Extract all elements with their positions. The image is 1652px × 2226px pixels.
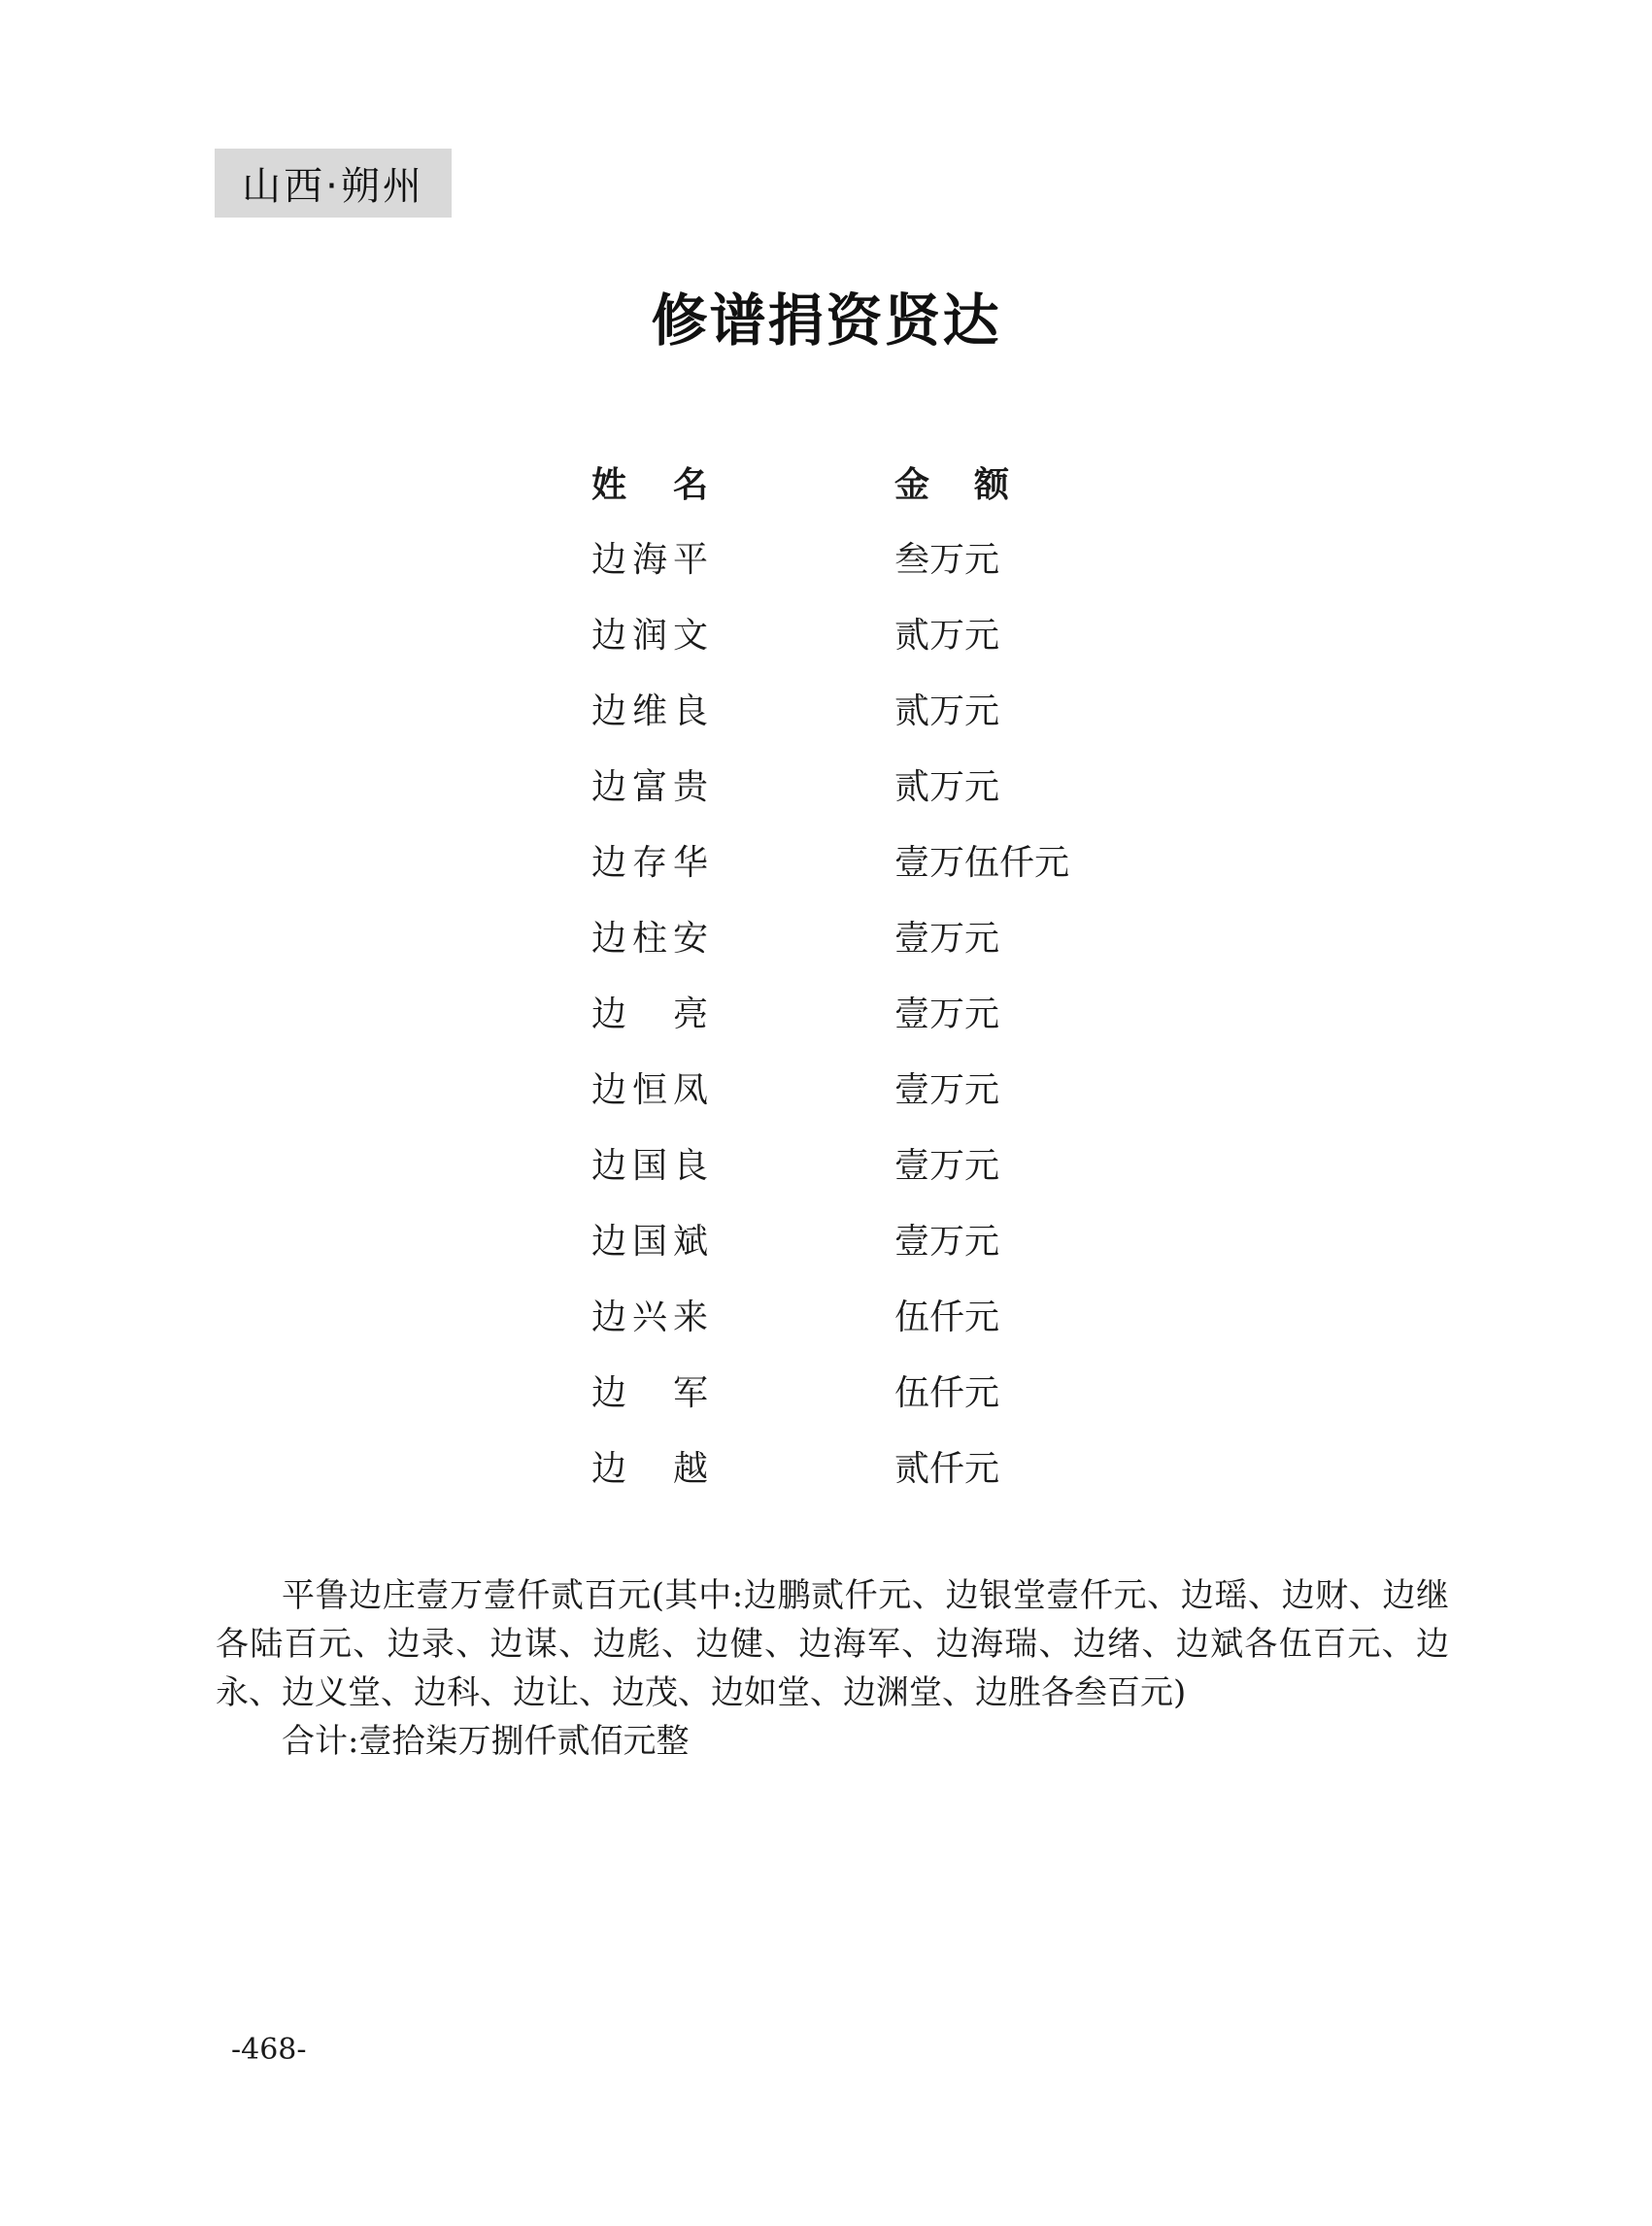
donor-name: 边国斌 bbox=[591, 1222, 708, 1262]
donation-amount: 贰万元 bbox=[894, 767, 1000, 807]
donor-name: 边柱安 bbox=[591, 919, 708, 959]
donor-name: 边维良 bbox=[591, 691, 708, 731]
donor-name: 边 越 bbox=[591, 1449, 708, 1489]
donation-amount: 伍仟元 bbox=[894, 1298, 1000, 1337]
donation-amount: 壹万元 bbox=[894, 1222, 1000, 1262]
donation-amount: 壹万元 bbox=[894, 995, 1000, 1034]
column-header-name: 姓 名 bbox=[591, 464, 708, 505]
donation-amount: 贰万元 bbox=[894, 616, 1000, 656]
donor-name: 边海平 bbox=[591, 540, 708, 580]
region-header-tag: 山西·朔州 bbox=[215, 149, 452, 218]
donation-amount: 贰仟元 bbox=[894, 1449, 1000, 1489]
donation-amount: 壹万元 bbox=[894, 1146, 1000, 1186]
total-note: 合计:壹拾柒万捌仟贰佰元整 bbox=[282, 1722, 690, 1761]
donation-amount: 贰万元 bbox=[894, 691, 1000, 731]
donor-name: 边润文 bbox=[591, 616, 708, 656]
village-donation-note: 平鲁边庄壹万壹仟贰百元(其中:边鹏贰仟元、边银堂壹仟元、边瑶、边财、边继各陆百元、边录、边谋、边彪、边健、边海军、边海瑞、边绪、边斌各伍百元、边永、边义堂、边科、边让、边茂、边如堂、边渊堂、边胜各叁百元) bbox=[216, 1576, 1449, 1712]
donation-amount: 壹万元 bbox=[894, 919, 1000, 959]
donor-name: 边 亮 bbox=[591, 995, 708, 1034]
notes-section bbox=[216, 1571, 1449, 1766]
donor-name: 边恒凤 bbox=[591, 1070, 708, 1110]
page-number: -468- bbox=[231, 2033, 307, 2067]
donor-name: 边 军 bbox=[591, 1373, 708, 1413]
donor-name: 边存华 bbox=[591, 843, 708, 883]
donor-name: 边国良 bbox=[591, 1146, 708, 1186]
donor-name: 边兴来 bbox=[591, 1298, 708, 1337]
page-title: 修谱捐资贤达 bbox=[651, 287, 1001, 354]
column-header-amount: 金 额 bbox=[894, 464, 1009, 505]
donation-amount: 伍仟元 bbox=[894, 1373, 1000, 1413]
donor-name: 边富贵 bbox=[591, 767, 708, 807]
donation-amount: 壹万伍仟元 bbox=[894, 843, 1070, 883]
donation-amount: 叁万元 bbox=[894, 540, 1000, 580]
donation-amount: 壹万元 bbox=[894, 1070, 1000, 1110]
